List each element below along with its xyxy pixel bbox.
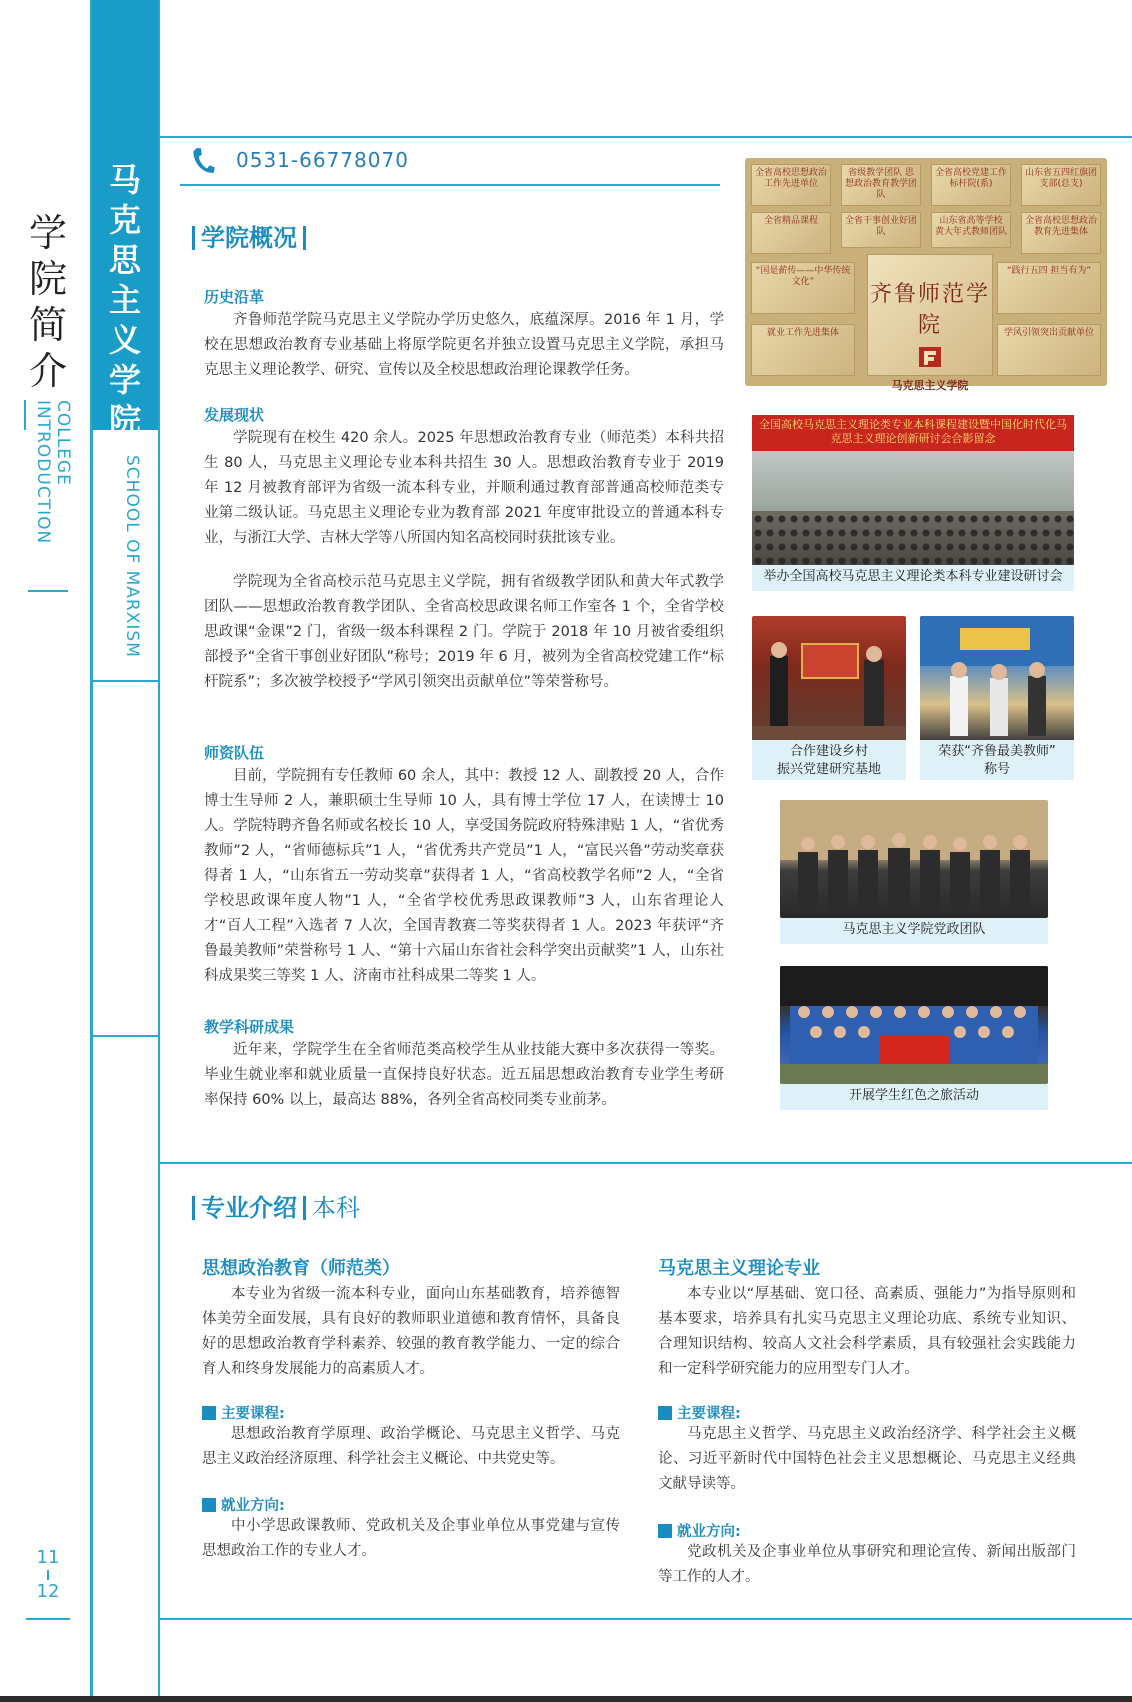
building-backdrop xyxy=(752,451,1074,511)
seminar-group-photo xyxy=(752,415,1074,565)
rail-accent-bar xyxy=(24,400,26,430)
overview-heading-text: 学院概况 xyxy=(201,224,297,252)
major-title-ideological: 思想政治教育（师范类） xyxy=(202,1258,400,1279)
school-name-char: 克 xyxy=(108,201,141,239)
courses-label-marxism: 主要课程: xyxy=(658,1402,741,1423)
section-title-english: COLLEGE INTRODUCTION xyxy=(33,400,73,545)
history-title: 历史沿革 xyxy=(204,288,265,306)
footer-strip xyxy=(0,1696,1132,1702)
history-text: 齐鲁师范学院马克思主义学院办学历史悠久，底蕴深厚。2016 年 1 月，学校在思想政治教育专业基础上将原学院更名并独立设置马克思主义学院，承担马克思主义理论教学、研究、宣传以及全校思想政治理论课教学任务。 xyxy=(204,312,724,378)
majors-heading-text: 专业介绍 xyxy=(201,1194,297,1222)
career-marxism: 党政机关及企事业单位从事研究和理论宣传、新闻出版部门等工作的人才。 xyxy=(658,1544,1076,1585)
section-title-char: 学 xyxy=(28,211,67,255)
courses-label-ideological: 主要课程: xyxy=(202,1402,285,1423)
school-name-char: 思 xyxy=(108,241,141,279)
leadership-team-scene xyxy=(780,800,1048,918)
red-tour-caption: 开展学生红色之旅活动 xyxy=(780,1084,1048,1110)
school-name-char: 马 xyxy=(108,161,141,199)
school-name-english: SCHOOL OF MARXISM xyxy=(122,455,142,658)
rail-bottom-line xyxy=(26,1618,70,1620)
best-teacher-caption-line: 荣获“齐鲁最美教师” xyxy=(938,744,1056,759)
research-base-caption-line: 合作建设乡村 xyxy=(789,744,868,759)
crowd xyxy=(752,511,1074,565)
red-tour-scene xyxy=(780,966,1048,1084)
red-tour-photo xyxy=(780,966,1048,1084)
plaque: 全省高校思想政治教育先进集体 xyxy=(1021,212,1101,254)
contact-underline xyxy=(180,184,720,186)
plaque: “践行五四 担当有为” xyxy=(997,262,1101,314)
rail-separator xyxy=(28,590,68,592)
status-text-2: 学院现为全省高校示范马克思主义学院，拥有省级教学团队和黄大年式教学团队——思想政治教育教学团队、全省高校思政课名师工作室各 1 个，全省学校思政课“金课”2 门，省级一级本科课程 2 门。学院于 2018 年 10 月被省委组织部授予“全省干事创业好团队”称号；2019 年 6 月，被列为全省高校党建工作“标杆院系”；多次被学校授予“学风引领突出贡献单位”等荣誉称号。 xyxy=(204,574,724,690)
page-number-divider xyxy=(47,1570,49,1580)
contact-phone[interactable]: 0531-66778070 xyxy=(236,148,409,172)
plaque: 就业工作先进集体 xyxy=(751,324,855,376)
status-text: 学院现有在校生 420 余人。2025 年思想政治教育专业（师范类）本科共招生 80 人，马克思主义理论专业本科共招生 30 人。思想政治教育专业于 2019 年 12 月被教育部评为省级一流本科专业，并顺利通过教育部普通高校师范类专业第二级认证。马克思主义理论专业为教育部 2021 年度审批设立的普通本科专业，与浙江大学、吉林大学等八所国内知名高校同时获批该专业。 xyxy=(204,430,724,546)
plaque: “国是薪传——中华传统文化” xyxy=(751,262,855,314)
school-name-char: 义 xyxy=(108,321,141,359)
courses-marxism: 马克思主义哲学、马克思主义政治经济学、科学社会主义概论、习近平新时代中国特色社会主义思想概论、马克思主义经典文献导读等。 xyxy=(658,1426,1076,1492)
faculty-text: 目前，学院拥有专任教师 60 余人，其中：教授 12 人、副教授 20 人，合作博士生导师 2 人，兼职硕士生导师 10 人，具有博士学位 17 人，在读博士 10 人。学院特聘齐鲁名师或名校长 10 人，享受国务院政府特殊津贴 1 人，“省优秀教师”2 人，“省师德标兵”1 人，“省优秀共产党员”1 人，“富民兴鲁”劳动奖章获得者 1 人，“山东省五一劳动奖章”获得者 1 人，“省高校教学名师”2 人，“全省学校思政课年度人物”1 人，“全省学校优秀思政课教师”3 人，山东省理论人才“百人工程”入选者 7 人次，全国青教赛二等奖获得者 1 人。2023 年获评“齐鲁最美教师”荣誉称号 1 人、“第十六届山东省社会科学突出贡献奖”1 人，山东社科成果奖三等奖 1 人、济南市社科成果二等奖 1 人。 xyxy=(204,768,724,984)
rail-divider-inner xyxy=(158,0,160,1702)
faculty-title: 师资队伍 xyxy=(204,744,265,762)
school-plaque-name: 马克思主义学院 xyxy=(891,379,969,392)
major-intro-marxism: 本专业以“厚基础、宽口径、高素质、强能力”为指导原则和基本要求，培养具有扎实马克思主义理论功底、系统专业知识、合理知识结构、较高人文社会科学素质，具有较强社会实践能力和一定科学研究能力的应用型专门人才。 xyxy=(658,1286,1076,1377)
honor-plaques-photo xyxy=(745,158,1107,392)
heading-bar xyxy=(303,1196,306,1220)
research-base-scene xyxy=(752,616,906,742)
top-rule xyxy=(158,136,1132,138)
best-teacher-photo xyxy=(920,616,1074,742)
seminar-banner: 全国高校马克思主义理论类专业本科课程建设暨中国化时代化马克思主义理论创新研讨会合影留念 xyxy=(752,415,1074,451)
best-teacher-caption xyxy=(920,740,1074,780)
courses-ideological: 思想政治教育学原理、政治学概论、马克思主义哲学、马克思主义政治经济原理、科学社会主义概论、中共党史等。 xyxy=(202,1426,620,1467)
leadership-team-caption: 马克思主义学院党政团队 xyxy=(780,918,1048,944)
plaque: 山东省高等学校 黄大年式教师团队 xyxy=(931,212,1011,248)
research-base-caption-line: 振兴党建研究基地 xyxy=(776,762,881,777)
plaque: 省级教学团队 思想政治教育教学团队 xyxy=(841,164,921,206)
heading-bar xyxy=(192,1196,195,1220)
school-name-char: 院 xyxy=(108,401,141,439)
section-title-char: 介 xyxy=(28,349,67,393)
heading-bar xyxy=(303,226,306,250)
status-title: 发展现状 xyxy=(204,406,265,424)
school-plaque-script: 齐鲁师范学院 xyxy=(869,282,990,338)
major-intro-ideological: 本专业为省级一流本科专业，面向山东基础教育，培养德智体美劳全面发展，具有良好的教师职业道德和教育情怀，具备良好的思想政治教育学科素养、较强的教育教学能力、一定的综合育人和终身发展能力的高素质人才。 xyxy=(202,1286,620,1377)
plaque: 学风引领突出贡献单位 xyxy=(997,324,1101,376)
section-title-char: 院 xyxy=(28,257,67,301)
major-title-marxism: 马克思主义理论专业 xyxy=(658,1258,820,1279)
research-base-caption xyxy=(752,740,906,780)
career-label-ideological: 就业方向: xyxy=(202,1494,285,1515)
leadership-team-photo xyxy=(780,800,1048,918)
section-title-char: 简 xyxy=(28,303,67,347)
career-ideological: 中小学思政课教师、党政机关及企事业单位从事党建与宣传思想政治工作的专业人才。 xyxy=(202,1518,620,1559)
achievements-title: 教学科研成果 xyxy=(204,1018,295,1036)
school-plaque xyxy=(867,254,993,392)
career-label-marxism: 就业方向: xyxy=(658,1520,741,1541)
page-number-bottom: 12 xyxy=(36,1581,60,1602)
page-number-top: 11 xyxy=(36,1547,60,1568)
plaque: 全省高校党建工作 标杆院(系) xyxy=(931,164,1011,206)
seminar-caption: 举办全国高校马克思主义理论类本科专业建设研讨会 xyxy=(752,565,1074,591)
plaque: 全省干事创业好团队 xyxy=(841,212,921,248)
bottom-rule xyxy=(158,1618,1132,1620)
plaque: 山东省五四红旗团支部(总支) xyxy=(1021,164,1101,206)
school-logo-icon xyxy=(915,345,945,369)
overview-heading xyxy=(186,218,312,253)
plaque: 全省高校思想政治工作先进单位 xyxy=(751,164,831,206)
phone-icon xyxy=(190,146,216,176)
school-name-char: 学 xyxy=(108,361,141,399)
best-teacher-scene xyxy=(920,616,1074,742)
heading-bar xyxy=(192,226,195,250)
section-rule xyxy=(158,1162,1132,1164)
majors-heading-sub: 本科 xyxy=(312,1194,360,1222)
majors-heading xyxy=(186,1188,360,1223)
school-name-char: 主 xyxy=(108,281,141,319)
plaque: 全省精品课程 xyxy=(751,212,831,254)
rail-separator xyxy=(92,1035,158,1037)
page-number xyxy=(26,1548,70,1602)
research-base-photo xyxy=(752,616,906,742)
section-title-vertical xyxy=(28,210,68,394)
rail-separator xyxy=(92,680,158,682)
achievements-text: 近年来，学院学生在全省师范类高校学生从业技能大赛中多次获得一等奖。毕业生就业率和就业质量一直保持良好状态。近五届思想政治教育专业学生考研率保持 60% 以上，最高达 88%，各列全省高校同类专业前茅。 xyxy=(204,1042,724,1108)
school-name-vertical xyxy=(100,160,150,440)
best-teacher-caption-line: 称号 xyxy=(983,762,1010,777)
